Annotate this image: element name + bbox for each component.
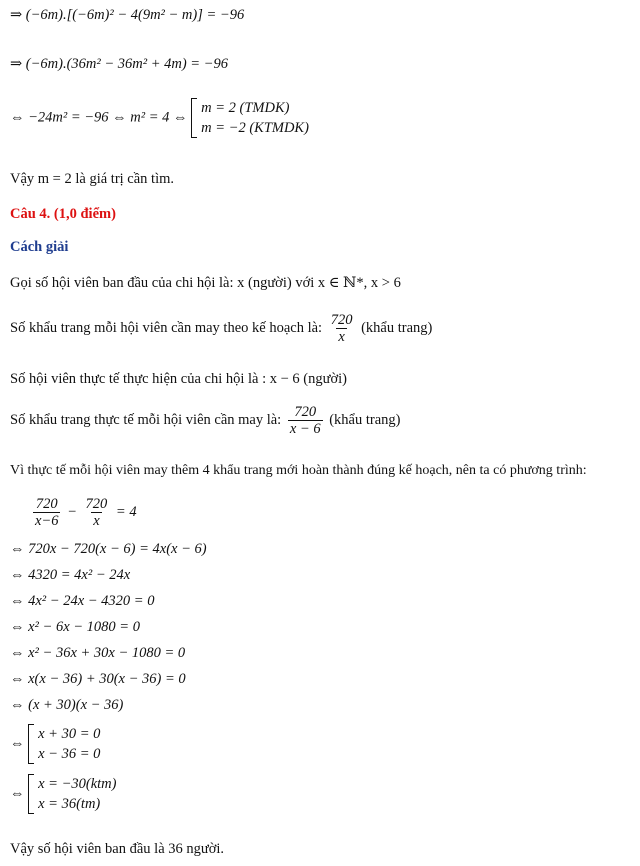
minus-sign: − [67, 503, 77, 520]
step-9-symbol: ⇔ [10, 785, 25, 802]
fraction-left [33, 496, 60, 529]
solution-subheading: Cách giải [10, 239, 69, 255]
paragraph-2 [10, 312, 432, 345]
system-row-2: x = 36(tm) [38, 796, 101, 812]
fraction-numerator: 720 [294, 404, 317, 420]
system-row-2: x − 36 = 0 [38, 746, 101, 762]
fraction-numerator: 720 [330, 312, 353, 328]
step-9-system [28, 774, 116, 814]
equation-line-3 [10, 98, 309, 138]
step-8-system [28, 724, 100, 764]
paragraph-1: Gọi số hội viên ban đầu của chi hội là: x (người) với x ∈ ℕ*, x > 6 [10, 275, 401, 291]
step-6: ⇔ x(x − 36) + 30(x − 36) = 0 [10, 671, 186, 687]
system-row-1: x = −30(ktm) [38, 776, 117, 792]
equation-line-1: ⇒ (−6m).[(−6m)² − 4(9m² − m)] = −96 [10, 7, 245, 23]
equation-line-3-system [191, 98, 309, 138]
paragraph-4 [10, 404, 400, 437]
paragraph-2-text: Số khẩu trang mỗi hội viên cần may theo kế hoạch là: [10, 319, 323, 336]
equation-line-2: ⇒ (−6m).(36m² − 36m² + 4m) = −96 [10, 56, 228, 72]
fraction-denominator: x [338, 329, 345, 345]
system-bracket [191, 98, 197, 138]
equation-line-3-left: ⇔ −24m² = −96 ⇔ m² = 4 ⇔ [10, 109, 188, 126]
system-row-1: m = 2 (TMDK) [201, 100, 290, 116]
paragraph-2-unit: (khẩu trang) [361, 319, 433, 336]
step-5: ⇔ x² − 36x + 30x − 1080 = 0 [10, 645, 186, 661]
step-8-symbol: ⇔ [10, 735, 25, 752]
paragraph-4-text: Số khẩu trang thực tế mỗi hội viên cần may là: [10, 411, 282, 428]
step-1: ⇔ 720x − 720(x − 6) = 4x(x − 6) [10, 541, 207, 557]
fraction-numerator: 720 [35, 496, 58, 512]
system-bracket [28, 724, 34, 764]
system-row-2: m = −2 (KTMDK) [201, 120, 309, 136]
final-conclusion: Vậy số hội viên ban đầu là 36 người. [10, 841, 225, 857]
fraction-720-over-x [329, 312, 355, 345]
paragraph-4-unit: (khẩu trang) [329, 411, 401, 428]
fraction-right [84, 496, 110, 529]
fraction-denominator: x−6 [35, 513, 59, 529]
paragraph-3: Số hội viên thực tế thực hiện của chi hội là : x − 6 (người) [10, 371, 348, 387]
paragraph-5: Vì thực tế mỗi hội viên may thêm 4 khẩu trang mới hoàn thành đúng kế hoạch, nên ta có phương trình: [10, 463, 587, 478]
equation-main [30, 496, 137, 529]
step-4: ⇔ x² − 6x − 1080 = 0 [10, 619, 140, 635]
step-7: ⇔ (x + 30)(x − 36) [10, 697, 124, 713]
conclusion-line-m: Vậy m = 2 là giá trị cần tìm. [10, 171, 175, 187]
system-bracket [28, 774, 34, 814]
fraction-numerator: 720 [85, 496, 108, 512]
fraction-denominator: x − 6 [289, 421, 321, 437]
system-row-1: x + 30 = 0 [38, 726, 101, 742]
step-2: ⇔ 4320 = 4x² − 24x [10, 567, 131, 583]
fraction-denominator: x [93, 513, 100, 529]
step-8 [10, 724, 100, 764]
equation-rhs: = 4 [115, 503, 137, 520]
step-3: ⇔ 4x² − 24x − 4320 = 0 [10, 593, 155, 609]
question-heading: Câu 4. (1,0 điểm) [10, 206, 116, 222]
step-9 [10, 774, 116, 814]
fraction-720-over-x-minus-6 [288, 404, 323, 437]
